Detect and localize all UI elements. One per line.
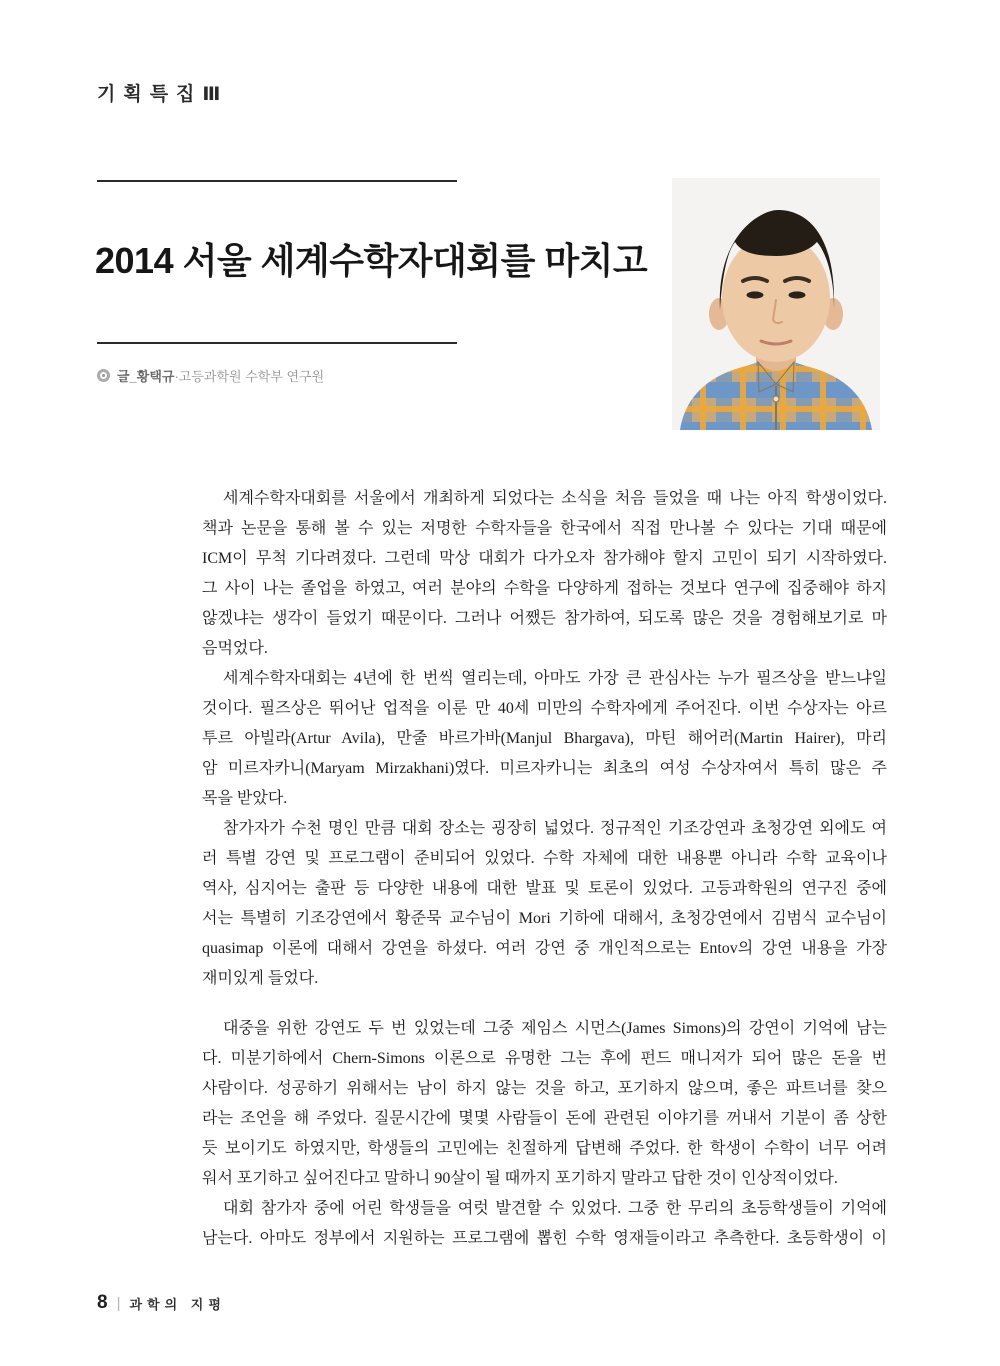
author-portrait-photo xyxy=(672,178,880,430)
paragraph xyxy=(202,664,887,814)
text-line: 대회 참가자 중에 어린 학생들을 여럿 발견할 수 있었다. 그중 한 무리의 초등학생들이 기억에 xyxy=(223,1200,887,1217)
text-line: 러 특별 강연 및 프로그램이 준비되어 있었다. 수학 자체에 대한 내용뿐 아니라 수학 교육이나 xyxy=(202,850,887,867)
text-line: 세계수학자대회를 서울에서 개최하게 되었다는 소식을 처음 들었을 때 나는 아직 학생이었다. xyxy=(223,490,887,507)
double-circle-icon xyxy=(97,369,110,382)
page-title: 2014 서울 세계수학자대회를 마치고 xyxy=(95,240,648,281)
paragraph xyxy=(202,484,887,664)
text-line: 사람이다. 성공하기 위해서는 남이 하지 않는 것을 하고, 포기하지 않으며, 좋은 파트너를 찾으 xyxy=(202,1080,887,1097)
byline-author: 글_황택규 xyxy=(117,369,175,384)
portrait-eyes xyxy=(747,291,764,298)
title-divider-bottom xyxy=(97,342,457,344)
text-line: 음먹었다. xyxy=(202,640,268,657)
text-line: 라는 조언을 해 주었다. 질문시간에 몇몇 사람들이 돈에 관련된 이야기를 꺼내서 기분이 좀 상한 xyxy=(202,1110,887,1127)
text-line: 목을 받았다. xyxy=(202,790,288,807)
title-divider-top xyxy=(97,180,457,182)
byline-affiliation: ·고등과학원 수학부 연구원 xyxy=(174,369,325,384)
text-line: 서는 특별히 기조강연에서 황준묵 교수님이 Mori 기하에 대해서, 초청강연에서 김범식 교수님이 xyxy=(202,910,887,927)
page-footer xyxy=(97,1292,226,1314)
text-line: 않겠냐는 생각이 들었기 때문이다. 그러나 어쨌든 참가하여, 되도록 많은 것을 경험해보기로 마 xyxy=(202,610,887,627)
text-line: 책과 논문을 통해 볼 수 있는 저명한 수학자들을 한국에서 직접 만나볼 수 있다는 기대 때문에 xyxy=(202,520,887,537)
text-line: 재미있게 들었다. xyxy=(202,970,319,987)
section-label: 기획특집Ⅲ xyxy=(97,84,229,105)
text-line: 워서 포기하고 싶어진다고 말하니 90살이 될 때까지 포기하지 말라고 답한 것이 인상적이었다. xyxy=(202,1170,838,1187)
page-number: 8 xyxy=(97,1292,108,1313)
text-line: 듯 보이기도 하였지만, 학생들의 고민에는 친절하게 답변해 주었다. 한 학생이 수학이 너무 어려 xyxy=(202,1140,887,1157)
article-body xyxy=(202,484,887,1254)
text-line: 그 사이 나는 졸업을 하였고, 여러 분야의 수학을 다양하게 접하는 것보다 연구에 집중해야 하지 xyxy=(202,580,887,597)
paragraph xyxy=(202,814,887,994)
paragraph xyxy=(202,1194,887,1254)
byline xyxy=(97,366,324,385)
text-line: 참가자가 수천 명인 만큼 대회 장소는 굉장히 넓었다. 정규적인 기조강연과 초청강연 외에도 여 xyxy=(223,820,887,837)
text-line: 암 미르자카니(Maryam Mirzakhani)였다. 미르자카니는 최초의 여성 수상자여서 특히 많은 주 xyxy=(202,760,887,777)
paragraph xyxy=(202,1014,887,1194)
text-line: 대중을 위한 강연도 두 번 있었는데 그중 제임스 시먼스(James Simons)의 강연이 기억에 남는 xyxy=(223,1020,887,1037)
text-line: 남는다. 아마도 정부에서 지원하는 프로그램에 뽑힌 수학 영재들이라고 추측한다. 초등학생이 이 xyxy=(202,1230,887,1247)
text-line: 투르 아빌라(Artur Avila), 만줄 바르가바(Manjul Bhargava), 마틴 해어러(Martin Hairer), 마리 xyxy=(202,730,887,747)
journal-name: 과학의 지평 xyxy=(129,1296,226,1312)
byline-text xyxy=(117,366,324,385)
text-line: 것이다. 필즈상은 뛰어난 업적을 이룬 만 40세 미만의 수학자에게 주어진다. 이번 수상자는 아르 xyxy=(202,700,887,717)
text-line: 세계수학자대회는 4년에 한 번씩 열리는데, 아마도 가장 큰 관심사는 누가 필즈상을 받느냐일 xyxy=(223,670,887,687)
text-line: 역사, 심지어는 출판 등 다양한 내용에 대한 발표 및 토론이 있었다. 고등과학원의 연구진 중에 xyxy=(202,880,887,897)
footer-divider: | xyxy=(116,1294,121,1312)
text-line: ICM이 무척 기다려졌다. 그런데 막상 대회가 다가오자 참가해야 할지 고민이 되기 시작하였다. xyxy=(202,550,887,567)
text-line: 다. 미분기하에서 Chern-Simons 이론으로 유명한 그는 후에 펀드 매니저가 되어 많은 돈을 번 xyxy=(202,1050,887,1067)
text-line: quasimap 이론에 대해서 강연을 하셨다. 여러 강연 중 개인적으로는 Entov의 강연 내용을 가장 xyxy=(202,940,887,957)
